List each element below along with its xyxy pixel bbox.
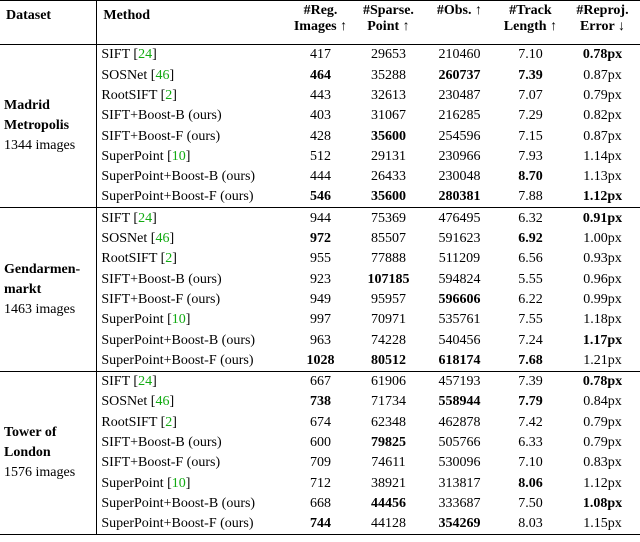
dataset-image-count: 1344 images (4, 138, 76, 154)
sparse-point-cell: 107185 (367, 271, 410, 287)
reproj-error-cell: 0.79px (583, 414, 622, 430)
table-row (0, 350, 640, 371)
track-length-cell: 7.42 (518, 414, 543, 430)
obs-cell: 230048 (438, 169, 481, 185)
obs-cell: 216285 (438, 108, 481, 124)
track-length-cell: 7.88 (518, 189, 543, 205)
dataset-image-count: 1576 images (4, 464, 76, 480)
method-cell (97, 453, 287, 473)
citation-link[interactable]: 10 (171, 148, 186, 164)
table-row (0, 249, 640, 269)
reg-images-cell: 512 (310, 148, 331, 164)
track-length-cell: 7.39 (518, 67, 543, 83)
reproj-error-cell: 0.91px (565, 208, 640, 229)
table-row (0, 126, 640, 146)
reproj-error-cell: 1.13px (583, 169, 622, 185)
method-cell: SIFT [24] (97, 45, 287, 66)
obs-cell: 313817 (438, 475, 481, 491)
reg-images-cell: 744 (310, 516, 331, 532)
table-body (0, 45, 640, 535)
reg-images-header-line1: #Reg. (303, 3, 338, 18)
method-cell (97, 126, 287, 146)
citation-link[interactable]: 46 (155, 67, 170, 83)
track-length-header-line2: Length ↑ (503, 19, 558, 34)
sparse-point-cell: 32613 (370, 87, 406, 103)
sparse-point-cell: 70971 (370, 312, 406, 328)
citation-link[interactable]: 10 (171, 312, 186, 328)
sparse-point-cell: 61906 (354, 371, 423, 392)
citation-link[interactable]: 24 (138, 47, 153, 63)
method-name: SIFT+Boost-B (ours) (101, 434, 222, 450)
obs-cell: 210460 (423, 45, 496, 66)
sparse-point-cell: 26433 (370, 169, 406, 185)
obs-cell: 230966 (438, 148, 481, 164)
obs-cell: 558944 (438, 394, 481, 410)
track-length-cell: 6.32 (496, 208, 565, 229)
dataset-cell (0, 45, 97, 208)
reproj-error-cell: 0.78px (565, 371, 640, 392)
reg-images-cell: 963 (310, 332, 331, 348)
reg-images-cell: 997 (310, 312, 331, 328)
track-length-cell: 7.10 (518, 455, 543, 471)
method-name: SOSNet (101, 231, 148, 247)
table-row (0, 146, 640, 166)
method-name: SuperPoint+Boost-B (ours) (101, 169, 256, 185)
reproj-error-cell: 1.12px (583, 475, 622, 491)
track-length-cell: 7.50 (518, 495, 543, 511)
method-name: RootSIFT (101, 251, 158, 267)
citation-link[interactable]: 46 (155, 394, 170, 410)
track-length-cell: 7.93 (518, 148, 543, 164)
reproj-error-cell: 0.99px (583, 291, 622, 307)
table-row (0, 330, 640, 350)
method-name: SIFT (101, 374, 130, 390)
table-row (0, 514, 640, 535)
sparse-point-cell: 35600 (370, 128, 406, 144)
citation-link[interactable]: 2 (165, 87, 173, 103)
reg-images-cell: 944 (287, 208, 354, 229)
table-row (0, 65, 640, 85)
reproj-error-cell: 1.21px (583, 352, 622, 368)
dataset-name (4, 96, 93, 136)
method-name: RootSIFT (101, 87, 158, 103)
track-length-cell: 8.03 (518, 516, 543, 532)
method-name: SuperPoint+Boost-B (ours) (101, 495, 256, 511)
obs-cell: 457193 (423, 371, 496, 392)
track-length-cell: 6.56 (518, 251, 543, 267)
method-name: SuperPoint+Boost-F (ours) (101, 516, 254, 532)
obs-cell: 280381 (438, 189, 481, 205)
reproj-error-cell: 1.12px (582, 189, 623, 205)
track-length-cell: 7.10 (496, 45, 565, 66)
reproj-error-cell: 0.87px (583, 67, 622, 83)
method-cell: RootSIFT [2] (101, 87, 177, 103)
reproj-error-cell: 0.79px (583, 434, 622, 450)
obs-cell: 230487 (438, 87, 481, 103)
method-cell (97, 106, 287, 126)
table-row (0, 433, 640, 453)
method-cell (97, 433, 287, 453)
method-cell: RootSIFT [2] (101, 251, 177, 267)
dataset-name-line: Madrid (4, 98, 50, 114)
citation-link[interactable]: 2 (165, 251, 173, 267)
sparse-point-cell: 95957 (370, 291, 406, 307)
reg-images-cell: 949 (310, 291, 331, 307)
dataset-name-line: Tower of (4, 424, 57, 440)
table-row (0, 86, 640, 106)
method-cell (97, 167, 287, 187)
table-row (0, 167, 640, 187)
method-name: SIFT+Boost-F (ours) (101, 291, 221, 307)
obs-cell: 596606 (438, 291, 481, 307)
reg-images-header (287, 1, 354, 45)
sparse-point-cell: 31067 (370, 108, 406, 124)
dataset-name-line: Metropolis (4, 118, 70, 134)
method-name: SIFT+Boost-F (ours) (101, 455, 221, 471)
track-length-cell: 6.92 (518, 231, 543, 247)
reg-images-cell: 738 (310, 394, 331, 410)
reg-images-cell: 464 (310, 67, 331, 83)
reproj-error-header-line2: Error ↓ (579, 19, 625, 34)
reg-images-cell: 1028 (306, 352, 335, 368)
track-length-cell: 7.55 (518, 312, 543, 328)
reg-images-cell: 444 (310, 169, 331, 185)
sparse-point-cell: 38921 (370, 475, 406, 491)
obs-cell: 260737 (438, 67, 481, 83)
sparse-point-cell: 35600 (370, 189, 406, 205)
method-cell (97, 269, 287, 289)
citation-link[interactable]: 2 (165, 414, 173, 430)
header-row (0, 1, 640, 45)
dataset-name (4, 260, 93, 300)
sparse-point-cell: 44128 (370, 516, 406, 532)
method-cell: SOSNet [46] (101, 67, 175, 83)
reg-images-cell: 546 (310, 189, 331, 205)
table-row (0, 494, 640, 514)
table-row (0, 106, 640, 126)
obs-cell: 511209 (438, 251, 481, 267)
track-length-cell: 7.79 (518, 394, 543, 410)
method-cell: RootSIFT [2] (101, 414, 177, 430)
reproj-error-cell: 0.78px (565, 45, 640, 66)
table-header (0, 1, 640, 45)
sparse-point-cell: 85507 (370, 231, 406, 247)
method-cell: SOSNet [46] (101, 394, 175, 410)
sparse-point-cell: 35288 (370, 67, 406, 83)
reg-images-cell: 443 (310, 87, 331, 103)
obs-cell: 535761 (438, 312, 481, 328)
obs-cell: 530096 (438, 455, 481, 471)
table-row (0, 310, 640, 330)
reg-images-cell: 600 (310, 434, 331, 450)
reproj-error-cell: 1.15px (583, 516, 622, 532)
reg-images-cell: 674 (310, 414, 331, 430)
track-length-header (496, 1, 565, 45)
reg-images-cell: 403 (310, 108, 331, 124)
reg-images-cell: 668 (310, 495, 331, 511)
track-length-header-line1: #Track (509, 3, 552, 18)
table-row (0, 392, 640, 412)
method-cell: SuperPoint [10] (101, 475, 191, 491)
table-row (0, 208, 640, 229)
dataset-cell (0, 208, 97, 371)
reg-images-header-line2: Images ↑ (293, 19, 348, 34)
track-length-cell: 8.70 (518, 169, 543, 185)
sparse-point-cell: 80512 (370, 352, 406, 368)
reproj-error-cell: 0.83px (583, 455, 622, 471)
table-row (0, 45, 640, 66)
reproj-error-cell: 1.17px (582, 332, 623, 348)
sparse-point-cell: 62348 (370, 414, 406, 430)
table-row (0, 229, 640, 249)
table-row (0, 473, 640, 493)
track-length-cell: 7.39 (496, 371, 565, 392)
method-cell: SuperPoint [10] (101, 148, 191, 164)
method-name: SIFT (101, 210, 130, 226)
method-header: Method (97, 1, 287, 45)
reproj-error-header-line1: #Reproj. (576, 3, 629, 18)
reg-images-cell: 417 (287, 45, 354, 66)
reproj-error-cell: 0.96px (583, 271, 622, 287)
method-name: SIFT+Boost-B (ours) (101, 108, 222, 124)
obs-cell: 333687 (438, 495, 481, 511)
method-name: SIFT+Boost-F (ours) (101, 128, 221, 144)
track-length-cell: 5.55 (518, 271, 543, 287)
reproj-error-cell: 1.18px (583, 312, 622, 328)
track-length-cell: 7.68 (518, 352, 543, 368)
track-length-cell: 7.15 (518, 128, 543, 144)
method-cell (97, 494, 287, 514)
table-row (0, 187, 640, 208)
obs-cell: 476495 (423, 208, 496, 229)
reproj-error-cell: 1.00px (583, 231, 622, 247)
table-row (0, 412, 640, 432)
sparse-point-header-line2: Point ↑ (367, 19, 410, 34)
reg-images-cell: 712 (310, 475, 331, 491)
obs-cell: 462878 (438, 414, 481, 430)
method-cell (97, 187, 287, 208)
sparse-point-cell: 75369 (354, 208, 423, 229)
reg-images-cell: 667 (287, 371, 354, 392)
dataset-name-line: London (4, 444, 51, 460)
obs-cell: 594824 (438, 271, 481, 287)
table-row (0, 269, 640, 289)
method-name: SuperPoint (101, 475, 164, 491)
reproj-error-cell: 1.08px (582, 495, 623, 511)
method-cell (97, 330, 287, 350)
reproj-error-cell: 0.79px (583, 87, 622, 103)
table-row (0, 290, 640, 310)
method-cell: SOSNet [46] (101, 231, 175, 247)
method-cell: SuperPoint [10] (101, 312, 191, 328)
reg-images-cell: 955 (310, 251, 331, 267)
method-name: SuperPoint (101, 312, 164, 328)
method-name: SIFT (101, 47, 130, 63)
method-cell (97, 290, 287, 310)
dataset-name-line: Gendarmen- (4, 261, 81, 277)
track-length-cell: 7.07 (518, 87, 543, 103)
method-name: RootSIFT (101, 414, 158, 430)
method-cell (97, 350, 287, 371)
reg-images-cell: 923 (310, 271, 331, 287)
reproj-error-cell: 1.14px (583, 148, 622, 164)
obs-header: #Obs. ↑ (423, 1, 496, 45)
track-length-cell: 6.22 (518, 291, 543, 307)
reg-images-cell: 709 (310, 455, 331, 471)
reg-images-cell: 428 (310, 128, 331, 144)
track-length-cell: 8.06 (518, 475, 543, 491)
sparse-point-header (354, 1, 423, 45)
obs-cell: 591623 (438, 231, 481, 247)
table-row (0, 371, 640, 392)
sparse-point-cell: 44456 (370, 495, 406, 511)
sparse-point-cell: 29653 (354, 45, 423, 66)
track-length-cell: 7.29 (518, 108, 543, 124)
method-name: SuperPoint+Boost-B (ours) (101, 332, 256, 348)
sparse-point-cell: 74611 (371, 455, 406, 471)
method-cell: SIFT [24] (97, 208, 287, 229)
method-name: SuperPoint+Boost-F (ours) (101, 352, 254, 368)
dataset-cell (0, 371, 97, 534)
reproj-error-cell: 0.84px (583, 394, 622, 410)
method-name: SuperPoint+Boost-F (ours) (101, 189, 254, 205)
sparse-point-cell: 79825 (370, 434, 406, 450)
table-row (0, 453, 640, 473)
track-length-cell: 7.24 (518, 332, 543, 348)
reproj-error-cell: 0.93px (583, 251, 622, 267)
sparse-point-cell: 74228 (370, 332, 406, 348)
dataset-header: Dataset (0, 1, 97, 45)
method-cell: SIFT [24] (97, 371, 287, 392)
sparse-point-cell: 29131 (370, 148, 406, 164)
reproj-error-cell: 0.82px (583, 108, 622, 124)
method-name: SuperPoint (101, 148, 164, 164)
obs-cell: 254596 (438, 128, 481, 144)
method-cell (97, 514, 287, 535)
reg-images-cell: 972 (310, 231, 331, 247)
track-length-cell: 6.33 (518, 434, 543, 450)
method-name: SOSNet (101, 394, 148, 410)
dataset-image-count: 1463 images (4, 301, 76, 317)
method-name: SOSNet (101, 67, 148, 83)
method-name: SIFT+Boost-B (ours) (101, 271, 222, 287)
sparse-point-header-line1: #Sparse. (362, 3, 414, 18)
citation-link[interactable]: 46 (155, 231, 170, 247)
sparse-point-cell: 71734 (370, 394, 406, 410)
dataset-name-line: markt (4, 281, 42, 297)
obs-cell: 540456 (438, 332, 481, 348)
dataset-name (4, 423, 93, 463)
reproj-error-header (565, 1, 640, 45)
obs-cell: 618174 (438, 352, 481, 368)
citation-link[interactable]: 10 (171, 475, 186, 491)
citation-link[interactable]: 24 (138, 210, 153, 226)
sparse-point-cell: 77888 (370, 251, 406, 267)
citation-link[interactable]: 24 (138, 374, 153, 390)
reproj-error-cell: 0.87px (583, 128, 622, 144)
obs-cell: 354269 (438, 516, 481, 532)
obs-cell: 505766 (438, 434, 481, 450)
